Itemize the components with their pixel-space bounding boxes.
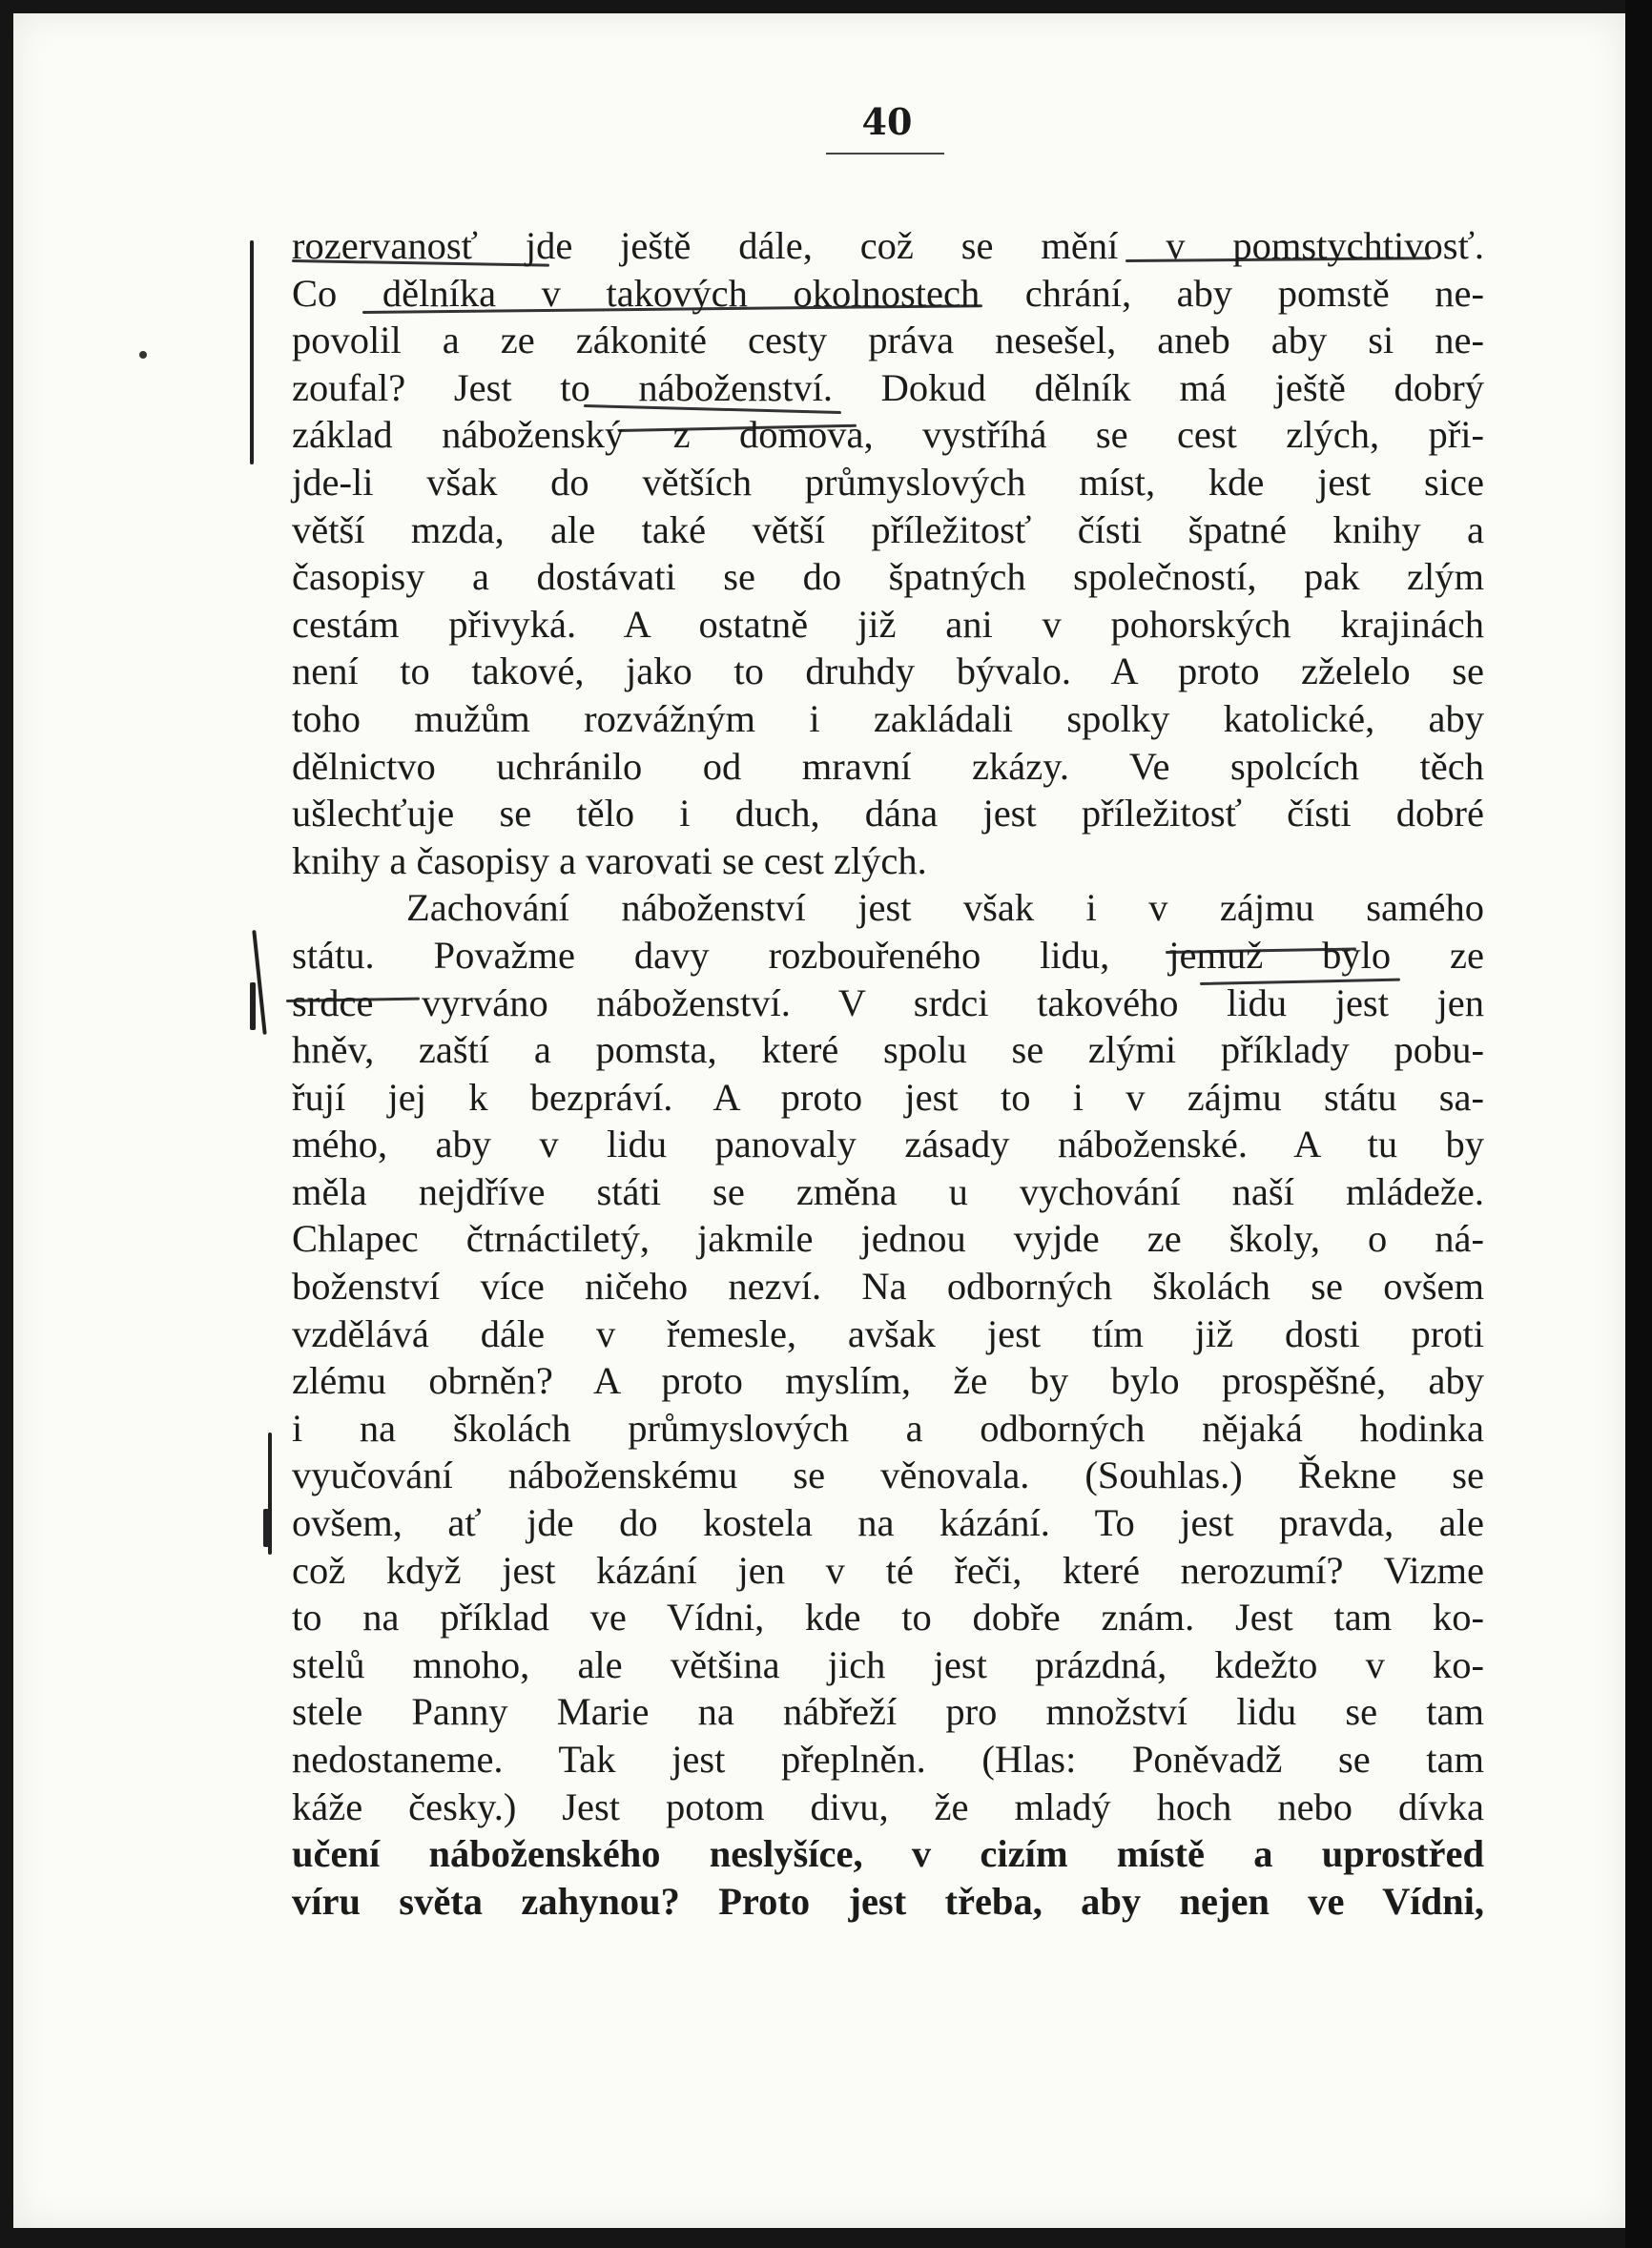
text-line: základ náboženský z domova, vystříhá se cest zlých, při- <box>292 413 1484 457</box>
text-line: nedostaneme. Tak jest přeplněn. (Hlas: Poněvadž se tam <box>292 1738 1484 1781</box>
text-line: ušlechťuje se tělo i duch, dána jest příležitosť čísti dobré <box>292 792 1484 835</box>
text-line: učení náboženského neslyšíce, v cizím místě a uprostřed <box>292 1832 1484 1876</box>
text-line: dělnictvo uchránilo od mravní zkázy. Ve spolcích těch <box>292 744 1484 788</box>
text-line: Chlapec čtrnáctiletý, jakmile jednou vyjde ze školy, o ná- <box>292 1217 1484 1261</box>
text-line: hněv, zaští a pomsta, které spolu se zlými příklady pobu- <box>292 1028 1484 1072</box>
page-number-rule <box>826 153 944 155</box>
text-line: větší mzda, ale také větší příležitosť čísti špatné knihy a <box>292 507 1484 551</box>
text-line: toho mužům rozvážným i zakládali spolky katolické, aby <box>292 696 1484 740</box>
text-line: ovšem, ať jde do kostela na kázání. To jest pravda, ale <box>292 1501 1484 1545</box>
margin-mark-middle-hook <box>250 982 256 1030</box>
text-line: což když jest kázání jen v té řeči, které nerozumí? Vizme <box>292 1548 1484 1592</box>
text-line: časopisy a dostávati se do špatných společností, pak zlým <box>292 555 1484 599</box>
margin-mark-top <box>250 240 254 464</box>
text-line: cestám přivyká. A ostatně již ani v pohorských krajinách <box>292 602 1484 646</box>
text-line: knihy a časopisy a varovati se cest zlých. <box>292 838 927 882</box>
text-line: měla nejdříve státi se změna u vychování naší mládeže. <box>292 1169 1484 1213</box>
text-line: zlému obrněn? A proto myslím, že by bylo prospěšné, aby <box>292 1359 1484 1403</box>
text-line: Zachování náboženství jest však i v zájmu samého <box>406 886 1484 930</box>
body-text <box>292 222 1484 1925</box>
text-line: není to takové, jako to druhdy bývalo. A proto zželelo se <box>292 650 1484 693</box>
text-line: mého, aby v lidu panovaly zásady náboženské. A tu by <box>292 1123 1484 1166</box>
text-line: stelů mnoho, ale většina jich jest prázdná, kdežto v ko- <box>292 1642 1484 1686</box>
page-number: 40 <box>861 100 913 143</box>
text-line: vzdělává dále v řemesle, avšak jest tím již dosti proti <box>292 1311 1484 1355</box>
text-line: stele Panny Marie na nábřeží pro množství lidu se tam <box>292 1690 1484 1734</box>
text-line: rozervanosť jde ještě dále, což se mění v pomstychtivosť. <box>292 224 1484 267</box>
text-line: jde-li však do větších průmyslových míst, kde jest sice <box>292 460 1484 504</box>
text-line: to na příklad ve Vídni, kde to dobře znám. Jest tam ko- <box>292 1596 1484 1640</box>
text-line: i na školách průmyslových a odborných nějaká hodinka <box>292 1406 1484 1450</box>
text-line: vyučování náboženskému se věnovala. (Souhlas.) Řekne se <box>292 1454 1484 1497</box>
text-line: státu. Považme davy rozbouřeného lidu, jemuž bylo ze <box>292 933 1484 977</box>
margin-dot <box>139 351 147 359</box>
margin-mark-lower-hook <box>263 1509 269 1547</box>
text-line: víru světa zahynou? Proto jest třeba, aby nejen ve Vídni, <box>292 1879 1484 1923</box>
text-line: Co dělníka v takových okolnostech chrání, aby pomstě ne- <box>292 271 1484 315</box>
text-line: káže česky.) Jest potom divu, že mladý hoch nebo dívka <box>292 1784 1484 1828</box>
page-edge-shadow <box>1625 0 1652 2248</box>
text-line: řují jej k bezpráví. A proto jest to i v zájmu státu sa- <box>292 1075 1484 1119</box>
text-line: srdce vyrváno náboženství. V srdci takového lidu jest jen <box>292 980 1484 1024</box>
text-line: zoufal? Jest to náboženství. Dokud dělník má ještě dobrý <box>292 365 1484 409</box>
text-line: boženství více ničeho nezví. Na odborných školách se ovšem <box>292 1265 1484 1309</box>
text-line: povolil a ze zákonité cesty práva nesešel, aneb aby si ne- <box>292 319 1484 362</box>
